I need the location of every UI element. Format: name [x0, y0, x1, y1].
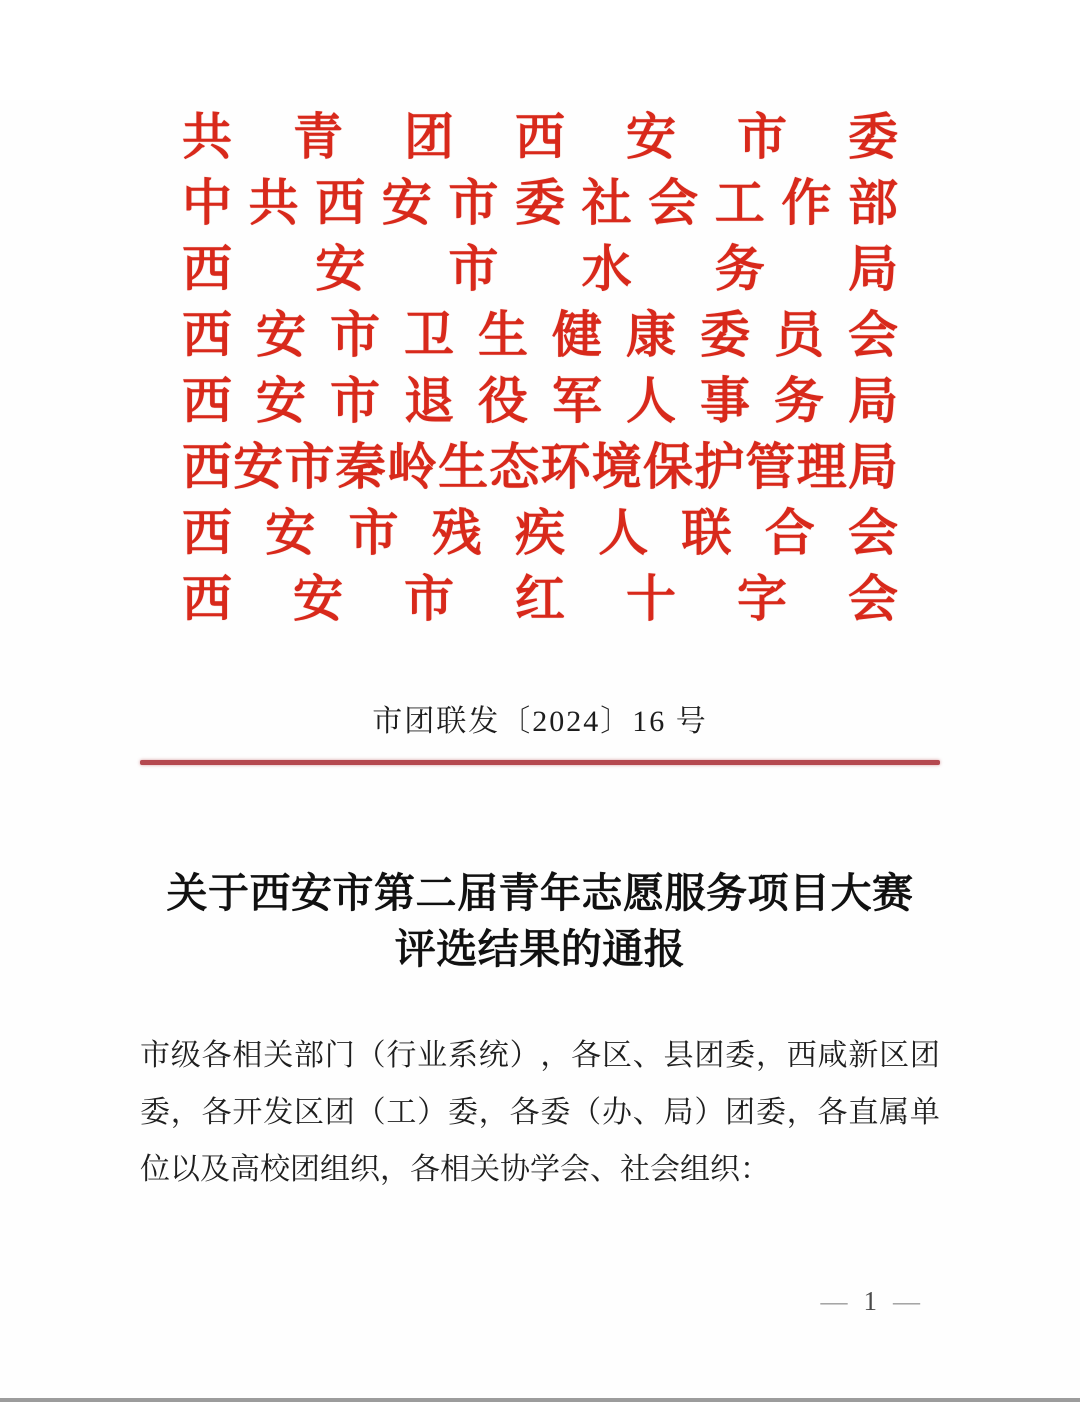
issuer-line: 西 安 市 红 十 字 会	[182, 571, 898, 627]
issuer-line: 西 安 市 退 役 军 人 事 务 局	[182, 373, 898, 429]
page-number-dash-right: —	[893, 1286, 920, 1316]
page-number-value: 1	[863, 1286, 877, 1316]
body-line: 市 级 各 相 关 部 门 （ 行 业 系 统 ） ， 各 区 、 县 团 委 ， 西 咸 新 区 团	[140, 1038, 940, 1072]
body-line: 委 ， 各 开 发 区 团 （ 工 ） 委 ， 各 委 （ 办 、 局 ） 团 委 ， 各 直 属 单	[140, 1095, 940, 1129]
bottom-edge-bar	[0, 1398, 1080, 1402]
issuer-header-block	[182, 100, 898, 628]
issuer-line: 西 安 市 残 疾 人 联 合 会	[182, 505, 898, 561]
document-title-line-1: 关于西安市第二届青年志愿服务项目大赛	[166, 870, 914, 916]
document-title-line-2: 评选结果的通报	[394, 926, 686, 972]
body-line: 位 以 及 高 校 团 组 织 ， 各 相 关 协 学 会 、 社 会 组 织 ：	[140, 1152, 770, 1186]
issuer-line: 西 安 市 秦 岭 生 态 环 境 保 护 管 理 局	[182, 439, 898, 495]
issuer-line: 西 安 市 卫 生 健 康 委 员 会	[182, 307, 898, 363]
red-divider-rule	[140, 760, 940, 765]
document-content	[0, 100, 1080, 1194]
salutation-paragraph	[140, 1023, 940, 1194]
document-title	[140, 865, 940, 977]
issuer-line: 共 青 团 西 安 市 委	[182, 109, 898, 165]
issuer-line: 西 安 市 水 务 局	[182, 241, 898, 297]
page-number-dash-left: —	[820, 1286, 848, 1316]
document-page	[0, 100, 1080, 1402]
issuer-line: 中 共 西 安 市 委 社 会 工 作 部	[182, 175, 898, 231]
document-number: 市团联发〔2024〕16 号	[372, 705, 708, 738]
